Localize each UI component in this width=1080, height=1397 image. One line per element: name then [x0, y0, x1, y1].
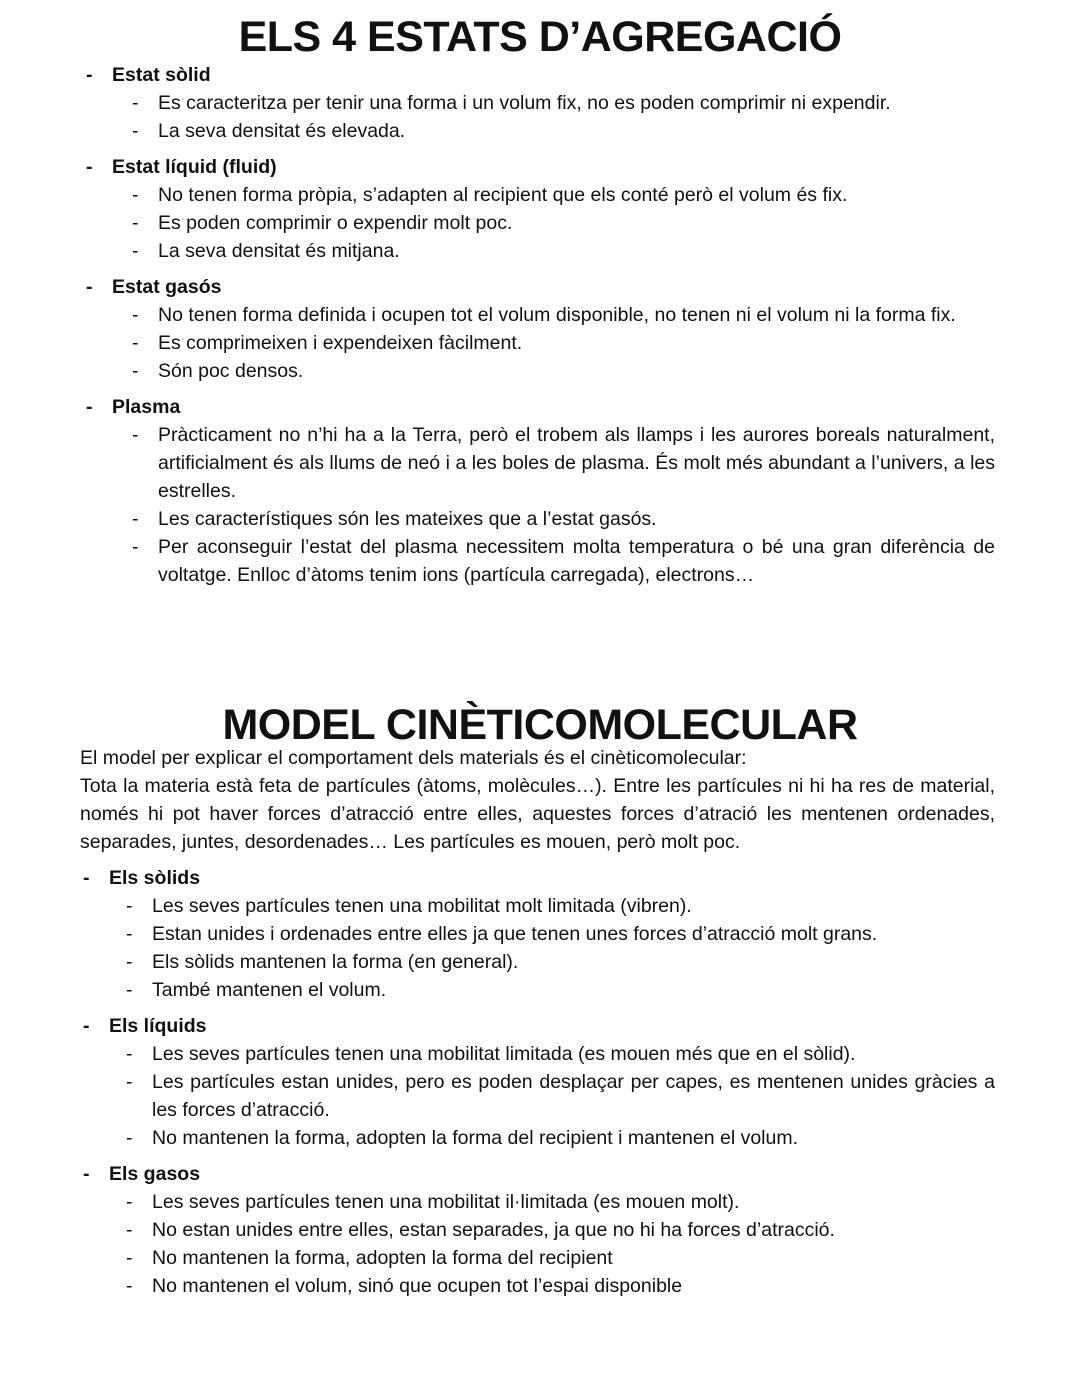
list-item: - Es caracteritza per tenir una forma i un volum fix, no es poden comprimir ni expendir. [86, 89, 995, 117]
category-heading: - Plasma [86, 393, 995, 421]
intro-line: El model per explicar el comportament dels materials és el cinèticomolecular: [80, 747, 747, 769]
category-list [80, 1040, 995, 1152]
states-section [86, 61, 995, 597]
list-item: - Les seves partícules tenen una mobilitat limitada (es mouen més que en el sòlid). [80, 1040, 995, 1068]
category-heading: - Els gasos [83, 1160, 995, 1188]
list-item: - Els sòlids mantenen la forma (en general). [80, 948, 995, 976]
list-item: - Les partícules estan unides, pero es poden desplaçar per capes, es mentenen unides gràcies a les forces d’atracció. [80, 1068, 995, 1124]
list-item: - Les seves partícules tenen una mobilitat il·limitada (es mouen molt). [80, 1188, 995, 1216]
list-item: - La seva densitat és mitjana. [86, 237, 995, 265]
intro-text: Tota la materia està feta de partícules (àtoms, molècules…). Entre les partícules ni hi ha res de material, només hi pot haver forces d’atracció entre elles, aquestes forces d’atració les mentenen ordenades, separades, juntes, desordenades… Les partícules es mouen, però molt poc. [80, 775, 995, 853]
category-list [80, 1188, 995, 1300]
category-list [86, 301, 995, 385]
category-list [86, 89, 995, 145]
list-item: - Es poden comprimir o expendir molt poc. [86, 209, 995, 237]
list-item: - No estan unides entre elles, estan separades, ja que no hi ha forces d’atracció. [80, 1216, 995, 1244]
list-item: - Les característiques són les mateixes que a l’estat gasós. [86, 505, 995, 533]
category-heading: - Estat líquid (fluid) [86, 153, 995, 181]
list-item: - No tenen forma pròpia, s’adapten al recipient que els conté però el volum és fix. [86, 181, 995, 209]
section1-title: ELS 4 ESTATS D’AGREGACIÓ [238, 13, 842, 61]
list-item: - La seva densitat és elevada. [86, 117, 995, 145]
list-item: - No mantenen la forma, adopten la forma del recipient [80, 1244, 995, 1272]
category-heading: - Els líquids [83, 1012, 995, 1040]
category-list [80, 892, 995, 1004]
list-item: - Per aconseguir l’estat del plasma necessitem molta temperatura o bé una gran diferència de voltatge. Enlloc d’àtoms tenim ions (partícula carregada), electrons… [86, 533, 995, 589]
list-item: - Pràcticament no n’hi ha a la Terra, però el trobem als llamps i les aurores boreals naturalment, artificialment és als llums de neó i a les boles de plasma. És molt més abundant a l’univers, a les estrelles. [86, 421, 995, 505]
section2-title: MODEL CINÈTICOMOLECULAR [222, 701, 858, 749]
category-list [86, 421, 995, 589]
list-item: - Es comprimeixen i expendeixen fàcilment. [86, 329, 995, 357]
list-item: - També mantenen el volum. [80, 976, 995, 1004]
intro-paragraph [80, 744, 995, 856]
category-list [86, 181, 995, 265]
list-item: - No tenen forma definida i ocupen tot el volum disponible, no tenen ni el volum ni la forma fix. [86, 301, 995, 329]
list-item: - Les seves partícules tenen una mobilitat molt limitada (vibren). [80, 892, 995, 920]
category-heading: - Estat gasós [86, 273, 995, 301]
kinetic-model-section [80, 744, 995, 1308]
list-item: - Estan unides i ordenades entre elles ja que tenen unes forces d’atracció molt grans. [80, 920, 995, 948]
list-item: - Són poc densos. [86, 357, 995, 385]
list-item: - No mantenen la forma, adopten la forma del recipient i mantenen el volum. [80, 1124, 995, 1152]
category-heading: - Estat sòlid [86, 61, 995, 89]
category-heading: - Els sòlids [83, 864, 995, 892]
list-item: - No mantenen el volum, sinó que ocupen tot l’espai disponible [80, 1272, 995, 1300]
